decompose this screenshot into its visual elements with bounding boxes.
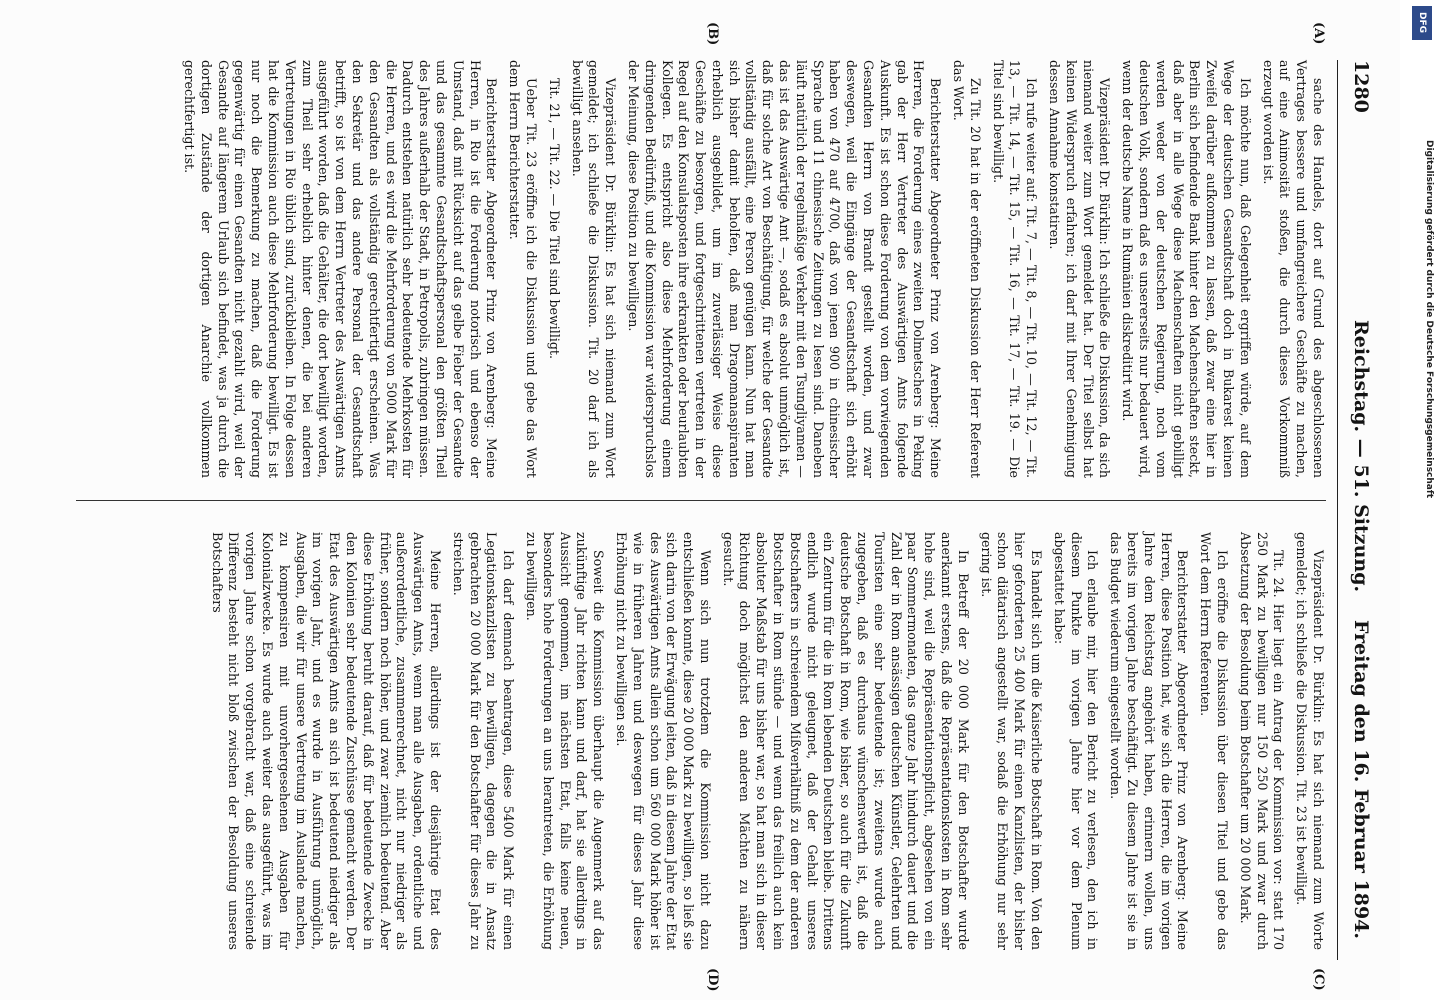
left-column (174, 60, 1326, 478)
paragraph: Es handelt sich um die Kaiserliche Botschaft in Rom. Von den hier geforderten 25 400 Mark für einen Kanzlisten, der bisher schon diätarisch angestellt war, sodaß die Erhöhung nur sehr gering ist. (978, 532, 1045, 950)
paragraph: Meine Herren, allerdings ist der diesjährige Etat des Auswärtigen Amts, wenn man alle Ausgaben, ordentliche und außerordentliche, zusammenrechnet, nicht nur niedriger als früher, sondern noch höher, und zwar ziemlich bedeutend. Aber diese Erhöhung beruht darauf, daß für bedeutende Zwecke in den Kolonien sehr bedeutende Zuschüsse gemacht werden. Der Etat des Auswärtigen Amts an sich ist bedeutend niedriger als im vorigen Jahr, und es wurde in Ausführung unmöglich, Ausgaben, die wir für unsere Vertretung im Auslande machen, zu kompensiren mit unvorhergesehenen Ausgaben für Kolonialzwecke. Es wurde auch weiter das ausgeführt, was im vorigen Jahre schon vorgebracht war, daß eine schreiende Differenz besteht nicht bloß zwischen der Besoldung unseres Botschafters (209, 532, 443, 950)
paragraph: Wenn sich nun trotzdem die Kommission nicht dazu entschließen konnte, diese 20 000 Mark zu bewilligen, so ließ sie sich darin von der Erwägung leiten, daß in diesem Jahre der Etat des Auswärtigen Amts allein schon um 560 000 Mark höher ist wie in früheren Jahren und deswegen für dieses Jahr diese Erhöhung nicht zu bewilligen sei. (613, 532, 713, 950)
page-number: 1280 (1350, 60, 1372, 113)
paragraph: Ich eröffne die Diskussion über diesen Titel und gebe das Wort dem Herrn Referenten. (1198, 532, 1231, 950)
margin-marker-b: (B) (705, 22, 720, 46)
paragraph: Vizepräsident Dr. Bürklin: Ich schließe die Diskussion, da sich niemand weiter zum Wort gemeldet hat. Der Titel selbst hat keinen Widerspruch erfahren; ich darf mit Ihrer Genehmigung dessen Annahme konstatiren. (1047, 60, 1113, 478)
paragraph: Tit. 21, — Tit. 22. — Die Titel sind bewilligt. (546, 78, 562, 359)
paragraph: Ich rufe weiter auf: Tit. 7, — Tit. 8, — Tit. 10, — Tit. 12, — Tit. 13, — Tit. 14, — Tit. 15, — Tit. 16, — Tit. 17, — Tit. 19. — Die Titel sind bewilligt. (990, 60, 1040, 478)
paragraph: Ich erlaube mir, hier den Bericht zu verlesen, den ich in diesem Punkte im vorigen Jahre hier vor dem Plenum abgestattet habe: (1051, 532, 1101, 950)
column-divider (76, 500, 1326, 501)
session-date: Freitag den 16. Februar 1894. (1350, 620, 1372, 940)
paragraph: Vizepräsident Dr. Bürklin: Es hat sich niemand zum Worte gemeldet; ich schließe die Diskussion. Tit. 23 ist bewilligt. (1294, 532, 1326, 950)
margin-marker-d: (D) (705, 968, 720, 992)
paragraph: Soweit die Kommission überhaupt die Augenmerk auf das zukünftige Jahr richten kann und darf, hat sie allerdings in Aussicht genommen, im nächsten Etat, falls keine neuen, besonders hohe Forderungen an uns herantreten, die Erhöhung zu bewilligen. (523, 532, 607, 950)
running-head (1337, 60, 1378, 960)
session-title: Reichstag. — 51. Sitzung. (1350, 320, 1372, 593)
funding-notice: Digitalisierung gefördert durch die Deutsche Forschungsgemeinschaft (1424, 140, 1434, 499)
dfg-logo: DFG (1412, 6, 1432, 40)
paragraph: Ich möchte nun, daß Gelegenheit ergriffen würde, auf dem Wege der deutschen Gesandtschaft doch in Bukarest keinen Zweifel darüber aufkommen zu lassen, daß zwar eine hier in Berlin sich befindende Bank hinter den Machenschaften steckt, daß aber in alle Wege diese Machenschaften nicht gebilligt werden weder von der deutschen Regierung, noch vom deutschen Volk, sondern daß es unsererseits nur bedauert wird, wenn der deutsche Name in Rumänien diskreditirt wird. (1120, 60, 1253, 478)
paragraph: Zu Tit. 20 hat in der eröffneten Diskussion der Herr Referent das Wort. (951, 60, 983, 478)
paragraph: Ich darf demnach beantragen, diese 5400 Mark für einen Legationskanzlisten zu bewilligen, dagegen die in Ansatz gebrachten 20 000 Mark für den Botschafter für dieses Jahr zu streichen. (450, 532, 517, 950)
margin-marker-c: (C) (1311, 968, 1326, 991)
margin-marker-a: (A) (1311, 22, 1326, 45)
paragraph: Ueber Tit. 23 eröffne ich die Diskussion und gebe das Wort dem Herrn Berichterstatter. (507, 60, 539, 478)
paragraph: Tit. 24. Hier liegt ein Antrag der Kommission vor: statt 170 250 Mark zu bewilligen nur 150 250 Mark und zwar durch Absetzung der Besoldung beim Botschafter um 20 000 Mark. (1237, 532, 1287, 950)
paragraph: Berichterstatter Abgeordneter Prinz von Arenberg: Meine Herren, die Forderung eines zweiten Dolmetschers in Peking gab der Herr Vertreter des Auswärtigen Amts folgende Auskunft. Es ist schon diese Forderung von dem vorwiegenden Gesandten Herrn von Brandt gestellt worden, und zwar deswegen, weil die Eingänge der Gesandtschaft sich erhöht haben von 470 auf 4700, daß von jenen 900 in chinesischer Sprache und 11 chinesische Zeitungen zu lesen sind. Daneben läuft natürlich der regelmäßige Verkehr mit den Tsungliyamen — das ist das Auswärtige Amt —, sodaß es absolut unmöglich ist, daß für solche Art von Beschäftigung, für welche der Gesandte vollständig ausfällt, eine Person genügen kann. Nun hat man sich bisher damit beholfen, daß man Dragomanaspiranten erheblich ausgebildet, um im zuverlässiger Weise diese Geschäfte zu besorgen, und fortgeschrittenen vertreten in der Regel auf den Konsulatsposten ihre erkrankten oder beurlaubten Kollegen. Es entspricht also diese Mehrforderung einem dringenden Bedürfniß, und die Kommission war widerspruchslos der Meinung, diese Position zu bewilligen. (625, 60, 944, 478)
paragraph: Berichterstatter Abgeordneter Prinz von Arenberg: Meine Herren, diese Position hat, wie sich die Herren, die im vorigen Jahre dem Reichstag angehört haben, erinnern wollen, uns bereits im vorigen Jahre beschäftigt. Zu diesem Jahre ist sie in das Budget wiederum eingestellt worden. (1108, 532, 1191, 950)
paragraph: sache des Handels, dort auf Grund des abgeschlossenen Vertrages bessere und umfangreichere Geschäfte zu machen, auf eine Animosität stoßen, die durch dieses Vorkommniß erzeugt worden ist. (1260, 60, 1326, 478)
paragraph: Vizepräsident Dr. Bürklin: Es hat sich niemand zum Wort gemeldet; ich schließe die Diskussion. Tit. 20 darf ich als bewilligt ansehen. (569, 60, 619, 478)
right-column (202, 532, 1326, 950)
paragraph: In Betreff der 20 000 Mark für den Botschafter wurde anerkannt erstens, daß die Repräsentationskosten in Rom sehr hohe sind, weil die Repräsentationspflicht, abgesehen von ein paar Sommermonaten, das ganze Jahr hindurch dauert und die Zahl der in Rom ansässigen deutschen Künstler, Gelehrten und Touristen eine sehr bedeutende ist; zweitens wurde auch zugegeben, daß es durchaus wünschenswerth ist, daß die deutsche Botschaft in Rom, wie bisher, so auch für die Zukunft ein Zentrum für die in Rom lebenden Deutschen bleibe. Drittens endlich wurde nicht geleugnet, daß der Gehalt unseres Botschafters in schreiendem Mißverhältniß zu dem der anderen Botschafter in Rom stünde — und wenn das freilich auch kein absoluter Maßstab für uns bisher war, so hat man sich in dieser Richtung doch möglichst den anderen Mächten zu nähern gesucht. (720, 532, 971, 950)
paragraph: Berichterstatter Abgeordneter Prinz von Arenberg: Meine Herren, in Rio ist die Forderung notorisch und ebenso der Umstand, daß mit Rücksicht auf das gelbe Fieber der Gesandte und das gesammte Gesandtschaftspersonal den größten Theil des Jahres außerhalb der Stadt, in Petropolis, zubringen müssen. Dadurch entstehen natürlich sehr bedeutende Mehrkosten für die Herren, und es wird die Mehrforderung von 5000 Mark für den Gesandten als vollständig gerechtfertigt erscheinen. Was den Sekretär und das andere Personal der Gesandtschaft betrifft, so ist von dem Herrn Vertreter des Auswärtigen Amts ausgeführt worden, daß die Gehälter, die dort bewilligt worden, zum Theil sehr erheblich hinter denen, die bei anderen Vertretungen in Rio üblich sind, zurückbleiben. In Folge dessen hat die Kommission auch diese Mehrforderung bewilligt. Es ist nur noch die Bemerkung zu machen, daß die Forderung gegenwärtig für einen Gesandten nicht gezahlt wird, weil der Gesandte auf längerem Urlaub sich befindet, was ja durch die dortigen Zustände der dortigen Anarchie vollkommen gerechtfertigt ist. (182, 60, 500, 478)
